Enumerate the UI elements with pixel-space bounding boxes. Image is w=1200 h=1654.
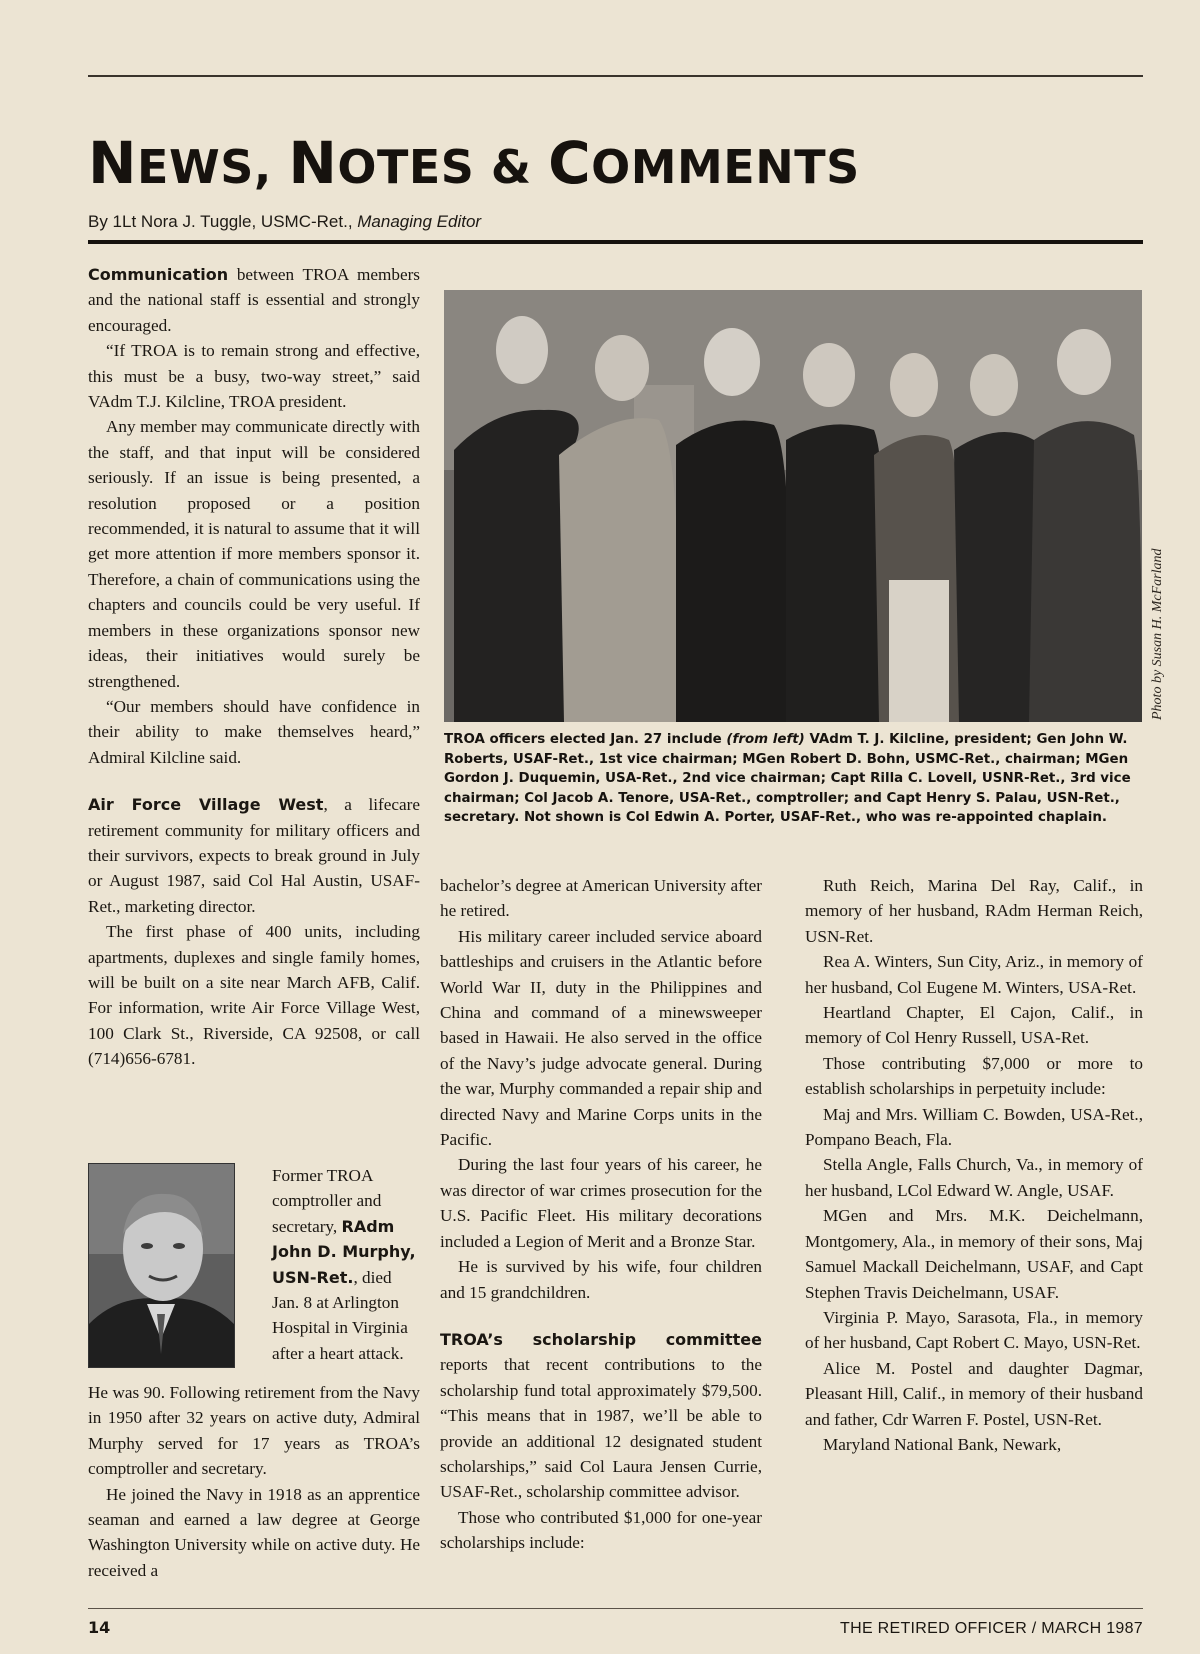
top-rule	[88, 75, 1143, 77]
article-paragraph: His military career included service aboard battleships and cruisers in the Atlantic before World War II, duty in the Philippines and China and command of a minewsweeper based in Hawaii. He also served in the office of the Navy’s judge advocate general. During the war, Murphy commanded a repair ship and directed Navy and Marine Corps units in the Pacific.	[440, 926, 762, 1150]
header-rule	[88, 240, 1143, 244]
officers-group-photo	[444, 290, 1142, 722]
page-number: 14	[88, 1618, 111, 1637]
article-paragraph: Rea A. Winters, Sun City, Ariz., in memory of her husband, Col Eugene M. Winters, USA-Ret.	[805, 952, 1143, 997]
article-paragraph: Maryland National Bank, Newark,	[823, 1434, 1062, 1454]
footer-rule	[88, 1608, 1143, 1609]
obituary-name: RAdm John D. Murphy, USN-Ret.	[272, 1216, 416, 1287]
article-paragraph: Any member may communicate directly with the staff, and that input will be considered seriously. If an issue is being presented, a resolution proposed or a position recommended, it is natural to assume that it will get more attention if more members sponsor it. Therefore, a chain of communications using the chapters and councils could be very useful. If members in these organizations sponsor new ideas, their initiatives would surely be strengthened.	[88, 417, 420, 691]
article-paragraph: Air Force Village West, a lifecare retirement community for military officers and their survivors, expects to break ground in July or August 1987, said Col Hal Austin, USAF-Ret., marketing director.	[88, 795, 420, 916]
article-paragraph: He was 90. Following retirement from the Navy in 1950 after 32 years on active duty, Admiral Murphy served for 17 years as TROA’s comptroller and secretary.	[88, 1383, 420, 1479]
publication-footer: THE RETIRED OFFICER / MARCH 1987	[840, 1620, 1143, 1637]
article-paragraph: Those contributing $7,000 or more to establish scholarships in perpetuity include:	[805, 1053, 1143, 1099]
article-paragraph: Heartland Chapter, El Cajon, Calif., in memory of Col Henry Russell, USA-Ret.	[805, 1003, 1143, 1048]
article-paragraph: TROA’s scholarship committee reports that recent contributions to the scholarship fund total approximately $79,500. “This means that in 1987, we’ll be able to provide an additional 12 designated student scholarships,” said Col Laura Jensen Currie, USAF-Ret., scholarship committee advisor.	[440, 1329, 762, 1502]
portrait-photo	[88, 1163, 235, 1368]
section-title: NEWS, NOTES & COMMENTS	[88, 129, 860, 197]
byline-role: Managing Editor	[357, 212, 482, 231]
article-paragraph: Those who contributed $1,000 for one-year scholarships include:	[440, 1507, 762, 1553]
article-paragraph: The first phase of 400 units, including apartments, duplexes and single family homes, will be built on a site near March AFB, Calif. For information, write Air Force Village West, 100 Clark St., Riverside, CA 92508, or call (714)656-6781.	[88, 922, 420, 1069]
article-paragraph: bachelor’s degree at American University after he retired.	[440, 876, 762, 921]
byline: By 1Lt Nora J. Tuggle, USMC-Ret., Managing Editor	[88, 212, 482, 231]
article-paragraph: “Our members should have confidence in their ability to make themselves heard,” Admiral Kilcline said.	[88, 696, 420, 767]
article-paragraph: Communication between TROA members and the national staff is essential and strongly encouraged.	[88, 265, 420, 335]
article-paragraph: He joined the Navy in 1918 as an apprentice seaman and earned a law degree at George Washington University while on active duty. He received a	[88, 1484, 420, 1580]
article-paragraph: During the last four years of his career, he was director of war crimes prosecution for the U.S. Pacific Fleet. His military decorations included a Legion of Merit and a Bronze Star.	[440, 1155, 762, 1251]
article-paragraph: Alice M. Postel and daughter Dagmar, Pleasant Hill, Calif., in memory of their husband and father, Cdr Warren F. Postel, USN-Ret.	[805, 1358, 1143, 1429]
column-3	[805, 873, 1143, 1457]
obituary-intro: Former TROA comptroller and secretary, RAdm John D. Murphy, USN-Ret., died Jan. 8 at Arlington Hospital in Virginia after a heart attack.	[272, 1166, 416, 1363]
group-photo-image	[444, 290, 1142, 722]
column-1	[88, 262, 420, 1072]
photo-caption: TROA officers elected Jan. 27 include (from left) VAdm T. J. Kilcline, president; Gen John W. Roberts, USAF-Ret., 1st vice chairman; MGen Robert D. Bohn, USMC-Ret., chairman; MGen Gordon J. Duquemin, USA-Ret., 2nd vice chairman; Capt Rilla C. Lovell, USNR-Ret., 3rd vice chairman; Col Jacob A. Tenore, USA-Ret., comptroller; and Capt Henry S. Palau, USN-Ret., secretary. Not shown is Col Edwin A. Porter, USAF-Ret., who was re-appointed chaplain.	[444, 732, 1131, 826]
article-paragraph: Stella Angle, Falls Church, Va., in memory of her husband, LCol Edward W. Angle, USAF.	[805, 1155, 1143, 1200]
article-paragraph: Maj and Mrs. William C. Bowden, USA-Ret., Pompano Beach, Fla.	[805, 1104, 1143, 1150]
column-2	[440, 873, 762, 1556]
column-1-continued	[88, 1380, 420, 1583]
article-paragraph: Virginia P. Mayo, Sarasota, Fla., in memory of her husband, Capt Robert C. Mayo, USN-Ret.	[805, 1307, 1143, 1353]
article-paragraph: MGen and Mrs. M.K. Deichelmann, Montgomery, Ala., in memory of their sons, Maj Samuel Mackall Deichelmann, USAF, and Capt Stephen Travis Deichelmann, USAF.	[805, 1206, 1143, 1302]
article-paragraph: “If TROA is to remain strong and effective, this must be a busy, two-way street,” said VAdm T.J. Kilcline, TROA president.	[88, 341, 420, 412]
article-paragraph: Ruth Reich, Marina Del Ray, Calif., in memory of her husband, RAdm Herman Reich, USN-Ret.	[805, 876, 1143, 946]
article-paragraph: He is survived by his wife, four children and 15 grandchildren.	[440, 1257, 762, 1302]
photo-credit: Photo by Susan H. McFarland	[1150, 548, 1165, 720]
portrait-image	[89, 1164, 234, 1367]
